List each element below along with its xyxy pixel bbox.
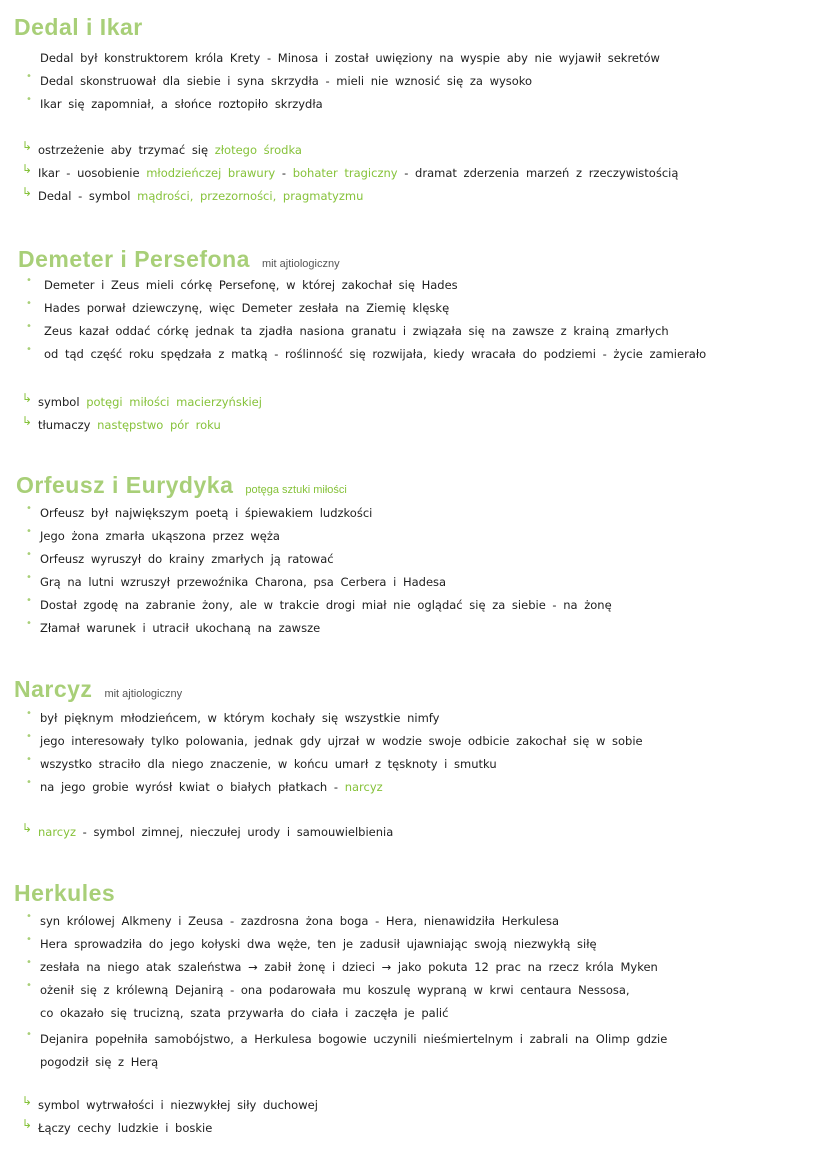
bullet-icon: • — [26, 934, 32, 945]
highlight-text: potęgi miłości macierzyńskiej — [86, 395, 262, 409]
line-text — [38, 1117, 212, 1140]
bullet-item — [0, 525, 828, 548]
line-text — [40, 70, 532, 93]
bullet-item — [0, 548, 828, 571]
line-text — [40, 571, 446, 594]
highlight-text: młodzieńczej brawury — [146, 166, 276, 180]
bullet-item — [0, 571, 828, 594]
line-text — [40, 730, 643, 753]
conclusion-item — [0, 139, 828, 162]
bullet-icon: • — [26, 595, 32, 606]
bullet-icon: • — [26, 94, 32, 105]
conclusion-item — [0, 185, 828, 208]
text-segment: Łączy cechy ludzkie i boskie — [38, 1121, 213, 1135]
conclusion-list — [0, 821, 828, 844]
text-segment: wszystko straciło dla niego znaczenie, w końcu umarł z tęsknoty i smutku — [40, 757, 497, 771]
bullet-list — [0, 707, 828, 799]
bullet-item — [0, 730, 828, 753]
highlight-text: narcyz — [38, 825, 76, 839]
line-text — [40, 753, 497, 776]
line-text — [40, 910, 559, 933]
bullet-item — [0, 979, 828, 1002]
bullet-item — [0, 707, 828, 730]
title-text: Dedal i Ikar — [14, 14, 143, 40]
line-text — [40, 617, 320, 640]
bullet-icon: • — [26, 321, 32, 332]
line-text — [40, 47, 660, 70]
arrow-icon: ↳ — [22, 139, 33, 153]
bullet-item — [0, 910, 828, 933]
bullet-item — [0, 297, 828, 320]
arrow-icon: ↳ — [22, 1094, 33, 1108]
arrow-icon: ↳ — [22, 162, 33, 176]
conclusion-list — [0, 139, 828, 208]
line-text — [40, 548, 334, 571]
bullet-icon: • — [26, 298, 32, 309]
bullet-icon: • — [26, 731, 32, 742]
line-text — [40, 1051, 158, 1074]
text-segment: Dedal - symbol — [38, 189, 138, 203]
text-segment: ostrzeżenie aby trzymać się — [38, 143, 215, 157]
text-segment: tłumaczy — [38, 418, 98, 432]
line-text — [40, 93, 323, 116]
text-segment: symbol — [38, 395, 87, 409]
title-text: Herkules — [14, 880, 116, 906]
text-segment: Dedal skonstruował dla siebie i syna skrzydła - mieli nie wznosić się za wysoko — [40, 74, 533, 88]
text-segment: pogodził się z Herą — [40, 1055, 159, 1069]
line-text — [44, 343, 706, 366]
conclusion-item — [0, 414, 828, 437]
bullet-icon: • — [26, 344, 32, 355]
text-segment: syn królowej Alkmeny i Zeusa - zazdrosna żona boga - Hera, nienawidziła Herkulesa — [40, 914, 560, 928]
line-text — [40, 707, 439, 730]
text-segment: ożenił się z królewną Dejanirą - ona podarowała mu koszulę wypraną w krwi centaura Nessosa, — [40, 983, 630, 997]
bullet-icon: • — [26, 503, 32, 514]
bullet-item — [0, 70, 828, 93]
bullet-list — [0, 502, 828, 640]
conclusion-item — [0, 1117, 828, 1140]
text-segment: Hera sprowadziła do jego kołyski dwa węże, ten je zadusił ujawniając swoją niezwykłą siłę — [40, 937, 597, 951]
bullet-icon: • — [26, 777, 32, 788]
arrow-icon: ↳ — [22, 1117, 33, 1131]
line-text — [38, 185, 363, 208]
text-segment: Zeus kazał oddać córkę jednak ta zjadła nasiona granatu i związała się na zawsze z krainą zmarłych — [44, 324, 669, 338]
line-text — [38, 1094, 318, 1117]
section-title — [14, 14, 143, 41]
text-segment: jego interesowały tylko polowania, jednak gdy ujrzał w wodzie swoje odbicie zakochał się w sobie — [40, 734, 643, 748]
text-segment: Hades porwał dziewczynę, więc Demeter zesłała na Ziemię klęskę — [44, 301, 450, 315]
arrow-icon: ↳ — [22, 185, 33, 199]
conclusion-item — [0, 391, 828, 414]
line-text — [40, 776, 383, 799]
conclusion-item — [0, 162, 828, 185]
conclusion-list — [0, 1094, 828, 1140]
bullet-icon: • — [26, 572, 32, 583]
bullet-icon: • — [26, 911, 32, 922]
bullet-item — [0, 776, 828, 799]
text-segment: Orfeusz wyruszył do krainy zmarłych ją ratować — [40, 552, 334, 566]
bullet-item — [0, 1028, 828, 1051]
bullet-icon: • — [26, 754, 32, 765]
line-text — [38, 162, 678, 185]
text-segment: Grą na lutni wzruszył przewoźnika Charona, psa Cerbera i Hadesa — [40, 575, 447, 589]
bullet-item — [0, 753, 828, 776]
line-text — [38, 139, 302, 162]
text-segment: Dedal był konstruktorem króla Krety - Minosa i został uwięziony na wyspie aby nie wyjawił sekretów — [40, 51, 660, 65]
bullet-item — [0, 1051, 828, 1074]
conclusion-item — [0, 1094, 828, 1117]
bullet-icon: • — [26, 618, 32, 629]
arrow-icon: ↳ — [22, 414, 33, 428]
highlight-text: złotego środka — [214, 143, 302, 157]
bullet-list — [0, 274, 828, 366]
line-text — [40, 933, 597, 956]
text-segment: Złamał warunek i utracił ukochaną na zawsze — [40, 621, 321, 635]
section-subtitle: potęga sztuki miłości — [245, 484, 347, 496]
bullet-item — [0, 47, 828, 70]
text-segment: Jego żona zmarła ukąszona przez węża — [40, 529, 280, 543]
text-segment: Orfeusz był największym poetą i śpiewakiem ludzkości — [40, 506, 373, 520]
line-text — [40, 525, 280, 548]
bullet-icon: • — [26, 980, 32, 991]
bullet-item — [0, 502, 828, 525]
bullet-item — [0, 320, 828, 343]
highlight-text: bohater tragiczny — [292, 166, 398, 180]
line-text — [40, 1028, 667, 1051]
arrow-icon: ↳ — [22, 821, 33, 835]
conclusion-item — [0, 821, 828, 844]
text-segment: Dejanira popełniła samobójstwo, a Herkulesa bogowie uczynili nieśmiertelnym i zabrali na Olimp gdzie — [40, 1032, 668, 1046]
bullet-icon: • — [26, 549, 32, 560]
text-segment: co okazało się trucizną, szata przywarła do ciała i zaczęła je palić — [40, 1006, 449, 1020]
section-subtitle: mit ajtiologiczny — [104, 688, 183, 700]
conclusion-list — [0, 391, 828, 437]
bullet-item — [0, 617, 828, 640]
text-segment: Dostał zgodę na zabranie żony, ale w trakcie drogi miał nie oglądać się za siebie - na żonę — [40, 598, 612, 612]
bullet-icon: • — [26, 526, 32, 537]
line-text — [38, 821, 393, 844]
section-title — [14, 676, 182, 703]
text-segment: zesłała na niego atak szaleństwa → zabił żonę i dzieci → jako pokuta 12 prac na rzecz króla Myken — [40, 960, 658, 974]
section-title — [16, 472, 347, 499]
bullet-item — [0, 956, 828, 979]
bullet-list — [0, 47, 828, 116]
highlight-text: narcyz — [344, 780, 383, 794]
bullet-icon: • — [26, 1029, 32, 1040]
text-segment: symbol wytrwałości i niezwykłej siły duchowej — [38, 1098, 318, 1112]
bullet-item — [0, 93, 828, 116]
line-text — [40, 979, 630, 1002]
bullet-icon: • — [26, 71, 32, 82]
text-segment: Demeter i Zeus mieli córkę Persefonę, w której zakochał się Hades — [44, 278, 458, 292]
bullet-icon: • — [26, 957, 32, 968]
arrow-icon: ↳ — [22, 391, 33, 405]
text-segment: Ikar - uosobienie — [38, 166, 147, 180]
text-segment: - — [275, 166, 293, 180]
title-text: Narcyz — [14, 676, 93, 702]
bullet-item — [0, 933, 828, 956]
text-segment: - dramat zderzenia marzeń z rzeczywistością — [397, 166, 679, 180]
section-subtitle: mit ajtiologiczny — [261, 258, 340, 270]
title-text: Demeter i Persefona — [18, 246, 250, 272]
line-text — [44, 297, 449, 320]
highlight-text: następstwo pór roku — [97, 418, 221, 432]
text-segment: od tąd część roku spędzała z matką - roślinność się rozwijała, kiedy wracała do podziemi - życie zamierało — [44, 347, 707, 361]
bullet-item — [0, 274, 828, 297]
bullet-item — [0, 594, 828, 617]
bullet-item — [0, 343, 828, 366]
text-segment: był pięknym młodzieńcem, w którym kochały się wszystkie nimfy — [40, 711, 440, 725]
line-text — [38, 414, 221, 437]
bullet-icon: • — [26, 275, 32, 286]
line-text — [40, 1002, 448, 1025]
bullet-item — [0, 1002, 828, 1025]
text-segment: na jego grobie wyrósł kwiat o białych płatkach - — [40, 780, 345, 794]
highlight-text: mądrości, przezorności, pragmatyzmu — [137, 189, 364, 203]
line-text — [40, 502, 372, 525]
bullet-list — [0, 910, 828, 1074]
text-segment: - symbol zimnej, nieczułej urody i samouwielbienia — [75, 825, 394, 839]
section-title — [14, 880, 115, 907]
title-text: Orfeusz i Eurydyka — [16, 472, 234, 498]
text-segment: Ikar się zapomniał, a słońce roztopiło skrzydła — [40, 97, 323, 111]
line-text — [40, 594, 612, 617]
line-text — [38, 391, 262, 414]
line-text — [40, 956, 658, 979]
section-title — [18, 246, 340, 273]
bullet-icon: • — [26, 708, 32, 719]
line-text — [44, 274, 458, 297]
line-text — [44, 320, 669, 343]
